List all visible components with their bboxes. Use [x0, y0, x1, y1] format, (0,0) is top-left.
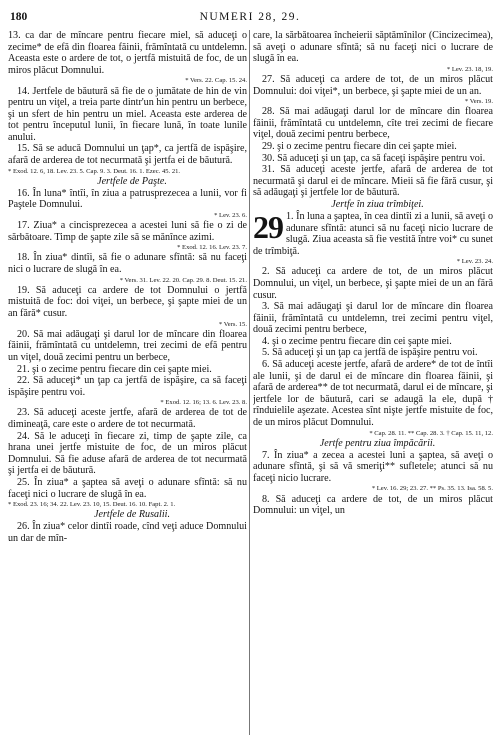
page-number: 180 [10, 11, 28, 23]
verse-28: 28. Să mai adăugaţi darul lor de mîncare din floarea făinii, frămîntată cu untdelemn, cîte trei zecimi de fiecare viţel, două zecimi pentru berbece, [253, 106, 493, 141]
verse-6: 6. Să aduceţi aceste jertfe, afară de ardere* de tot de întîi ale lunii, şi de darul ei de mîncare din floarea făinii, şi afară de arderea** de tot necurmată, darul ei de mîncare, şi jertfele lor de băutură, cari se adaugă la ele, după † rînduielile aşezate. Acestea sînt nişte jertfe mistuite de foc, de un miros plăcut Domnului. [253, 359, 493, 428]
verse-24: 24. Să le aduceţi în fiecare zi, timp de şapte zile, ca hrana unei jertfe mistuite de foc, de un miros plăcut Domnului. Să fie aduse afară de arderea de tot necurmată şi jertfa ei de băutură. [8, 430, 247, 477]
footnote-ref: * Cap. 28. 11. ** Cap. 28. 3. † Cap. 15. 11, 12. [369, 429, 493, 437]
verse-22: 22. Să aduceţi* un ţap ca jertfă de ispăşire, ca să faceţi ispăşire pentru voi. [8, 375, 247, 398]
footnote-ref: * Lev. 23. 6. [214, 211, 247, 219]
verse-8: 8. Să aduceţi ca ardere de tot, de un miros plăcut Domnului: un viţel, un [253, 493, 493, 517]
footnote-ref: * Vers. 15. [218, 320, 247, 328]
footnote-ref: * Lev. 23. 24. [456, 258, 493, 266]
verse-27: 27. Să aduceţi ca ardere de tot, de un miros plăcut Domnului: doi viţei*, un berbece, şi şapte miei de un an. [253, 73, 493, 97]
verse-5: 5. Să aduceţi şi un ţap ca jertfă de ispăşire pentru voi. [262, 347, 478, 359]
verse-19: 19. Să aduceţi ca ardere de tot Domnului o jertfă mistuită de foc: doi viţei, un berbece, şi şapte miei de un an fără* cusur. [8, 284, 247, 319]
section-heading-rusalii: Jertfele de Rusalii. [94, 509, 170, 521]
verse-26: 26. În ziua* celor dintîi roade, cînd veţi aduce Domnului un dar de mîn- [8, 521, 247, 544]
verse-2: 2. Să aduceţi ca ardere de tot, de un miros plăcut Domnului, un viţel, un berbece, şi şapte miei de un an fără cusur. [253, 266, 493, 301]
page-header [0, 10, 500, 24]
verse-29: 29. şi o zecime pentru fiecare din cei şapte miei. [262, 141, 457, 153]
footnote-ref: * Vers. 31. Lev. 22. 20. Cap. 29. 8. Deut. 15. 21. [119, 276, 247, 284]
footnote-ref: * Lev. 23. 18, 19. [446, 65, 493, 73]
verse-13: 13. ca dar de mîncare pentru fiecare miel, să aduceţi o zecime* de efă din floarea făinii, frămîntată cu untdelemn. Aceasta este o ardere de tot, o jertfă mistuită de foc, de un miros plăcut Domnului. [8, 30, 247, 76]
verse-4: 4. şi o zecime pentru fiecare din cei şapte miei. [262, 335, 452, 347]
verse-1-text: 1. În luna a şaptea, în cea dintîi zi a lunii, să aveţi o adunare sfîntă: atunci să nu faceţi nicio lucrare de slugă. Ziua aceasta să fie vestită între voi* cu sunet de trîmbiţă. [253, 210, 493, 257]
verse-31: 31. Să aduceţi aceste jertfe, afară de arderea de tot necurmată şi darul ei de mîncare. Mieii să fie fără cusur, şi să adăugaţi şi jertfele lor de băutură. [253, 164, 493, 199]
verse-21: 21. şi o zecime pentru fiecare din cei şapte miei. [17, 363, 212, 375]
footnote-ref: * Exod. 12. 6, 18. Lev. 23. 5. Cap. 9. 3. Deut. 16. 1. Ezec. 45. 21. [8, 167, 181, 175]
footnote-ref: * Exod. 12. 16; 13. 6. Lev. 23. 8. [160, 399, 247, 407]
verse-1 [253, 208, 493, 257]
verse-25: 25. În ziua* a şaptea să aveţi o adunare sfîntă: să nu faceţi nici o lucrare de slugă în ea. [8, 476, 247, 500]
footnote-ref: * Vers. 22. Cap. 15. 24. [185, 77, 247, 85]
footnote-ref: * Vers. 19. [464, 98, 493, 106]
section-heading-pasti: Jertfele de Paşte. [97, 175, 167, 187]
verse-18: 18. În ziua* dintîi, să fie o adunare sfîntă: să nu faceţi nici o lucrare de slugă în ea. [8, 252, 247, 276]
verse-3: 3. Să mai adăugaţi şi darul lor de mîncare din floarea făinii, frămîntată cu untdelemn, trei zecimi pentru viţel, două zecimi pentru berbece, [253, 301, 493, 336]
right-column [253, 30, 493, 738]
section-heading-impacare: Jertfe pentru ziua împăcării. [319, 437, 436, 449]
footnote-ref: * Exod. 23. 16; 34. 22. Lev. 23. 10, 15. Deut. 16. 10. Fapt. 2. 1. [8, 501, 176, 509]
verse-15: 15. Să se aducă Domnului un ţap*, ca jertfă de ispăşire, afară de arderea de tot necurmată şi jertfa ei de băutură. [8, 143, 247, 166]
chapter-number: 29 [253, 208, 283, 245]
verse-14: 14. Jertfele de băutură să fie de o jumătate de hin de vin pentru un viţel, a treia parte dintr'un hin pentru un berbece, şi un sfert de hin pentru un miel. Aceasta este arderea de tot pentru începutul lunii, în fiecare lună, în toate lunile anului. [8, 85, 247, 143]
running-title: NUMERI 28, 29. [199, 11, 301, 23]
verse-26-continued: care, la sărbătoarea încheierii săptămînilor (Cincizecimea), să aveţi o adunare sfîntă; să nu faceţi nici o lucrare de slugă în ea. [253, 30, 493, 65]
verse-16: 16. În luna* întîi, în ziua a patrusprezecea a lunii, vor fi Paştele Domnului. [8, 187, 247, 211]
column-divider [249, 30, 250, 735]
verse-30: 30. Să aduceţi şi un ţap, ca să faceţi ispăşire pentru voi. [262, 152, 486, 164]
footnote-ref: * Exod. 12. 16. Lev. 23. 7. [177, 244, 247, 252]
verse-17: 17. Ziua* a cincisprezecea a acestei luni să fie o zi de sărbătoare. Timp de şapte zile să se mănînce azimi. [8, 220, 247, 243]
section-heading-trimbite: Jertfe în ziua trîmbiţei. [331, 198, 424, 210]
verse-20: 20. Să mai adăugaţi şi darul lor de mîncare din floarea făinii, frămîntată cu untdelemn, trei zecimi de efă pentru un viţel, două zecimi pentru un berbece, [8, 328, 247, 363]
footnote-ref: * Lev. 16. 29; 23. 27. ** Ps. 35. 13. Isa. 58. 5. [371, 485, 493, 493]
left-column [8, 30, 247, 738]
verse-23: 23. Să aduceţi aceste jertfe, afară de arderea de tot de dimineaţă, care este o ardere de tot necurmată. [8, 407, 247, 431]
verse-7: 7. În ziua* a zecea a acestei luni a şaptea, să aveţi o adunare sfîntă, şi să vă smeriţi** sufletele; atunci să nu faceţi nicio lucrare. [253, 449, 493, 484]
